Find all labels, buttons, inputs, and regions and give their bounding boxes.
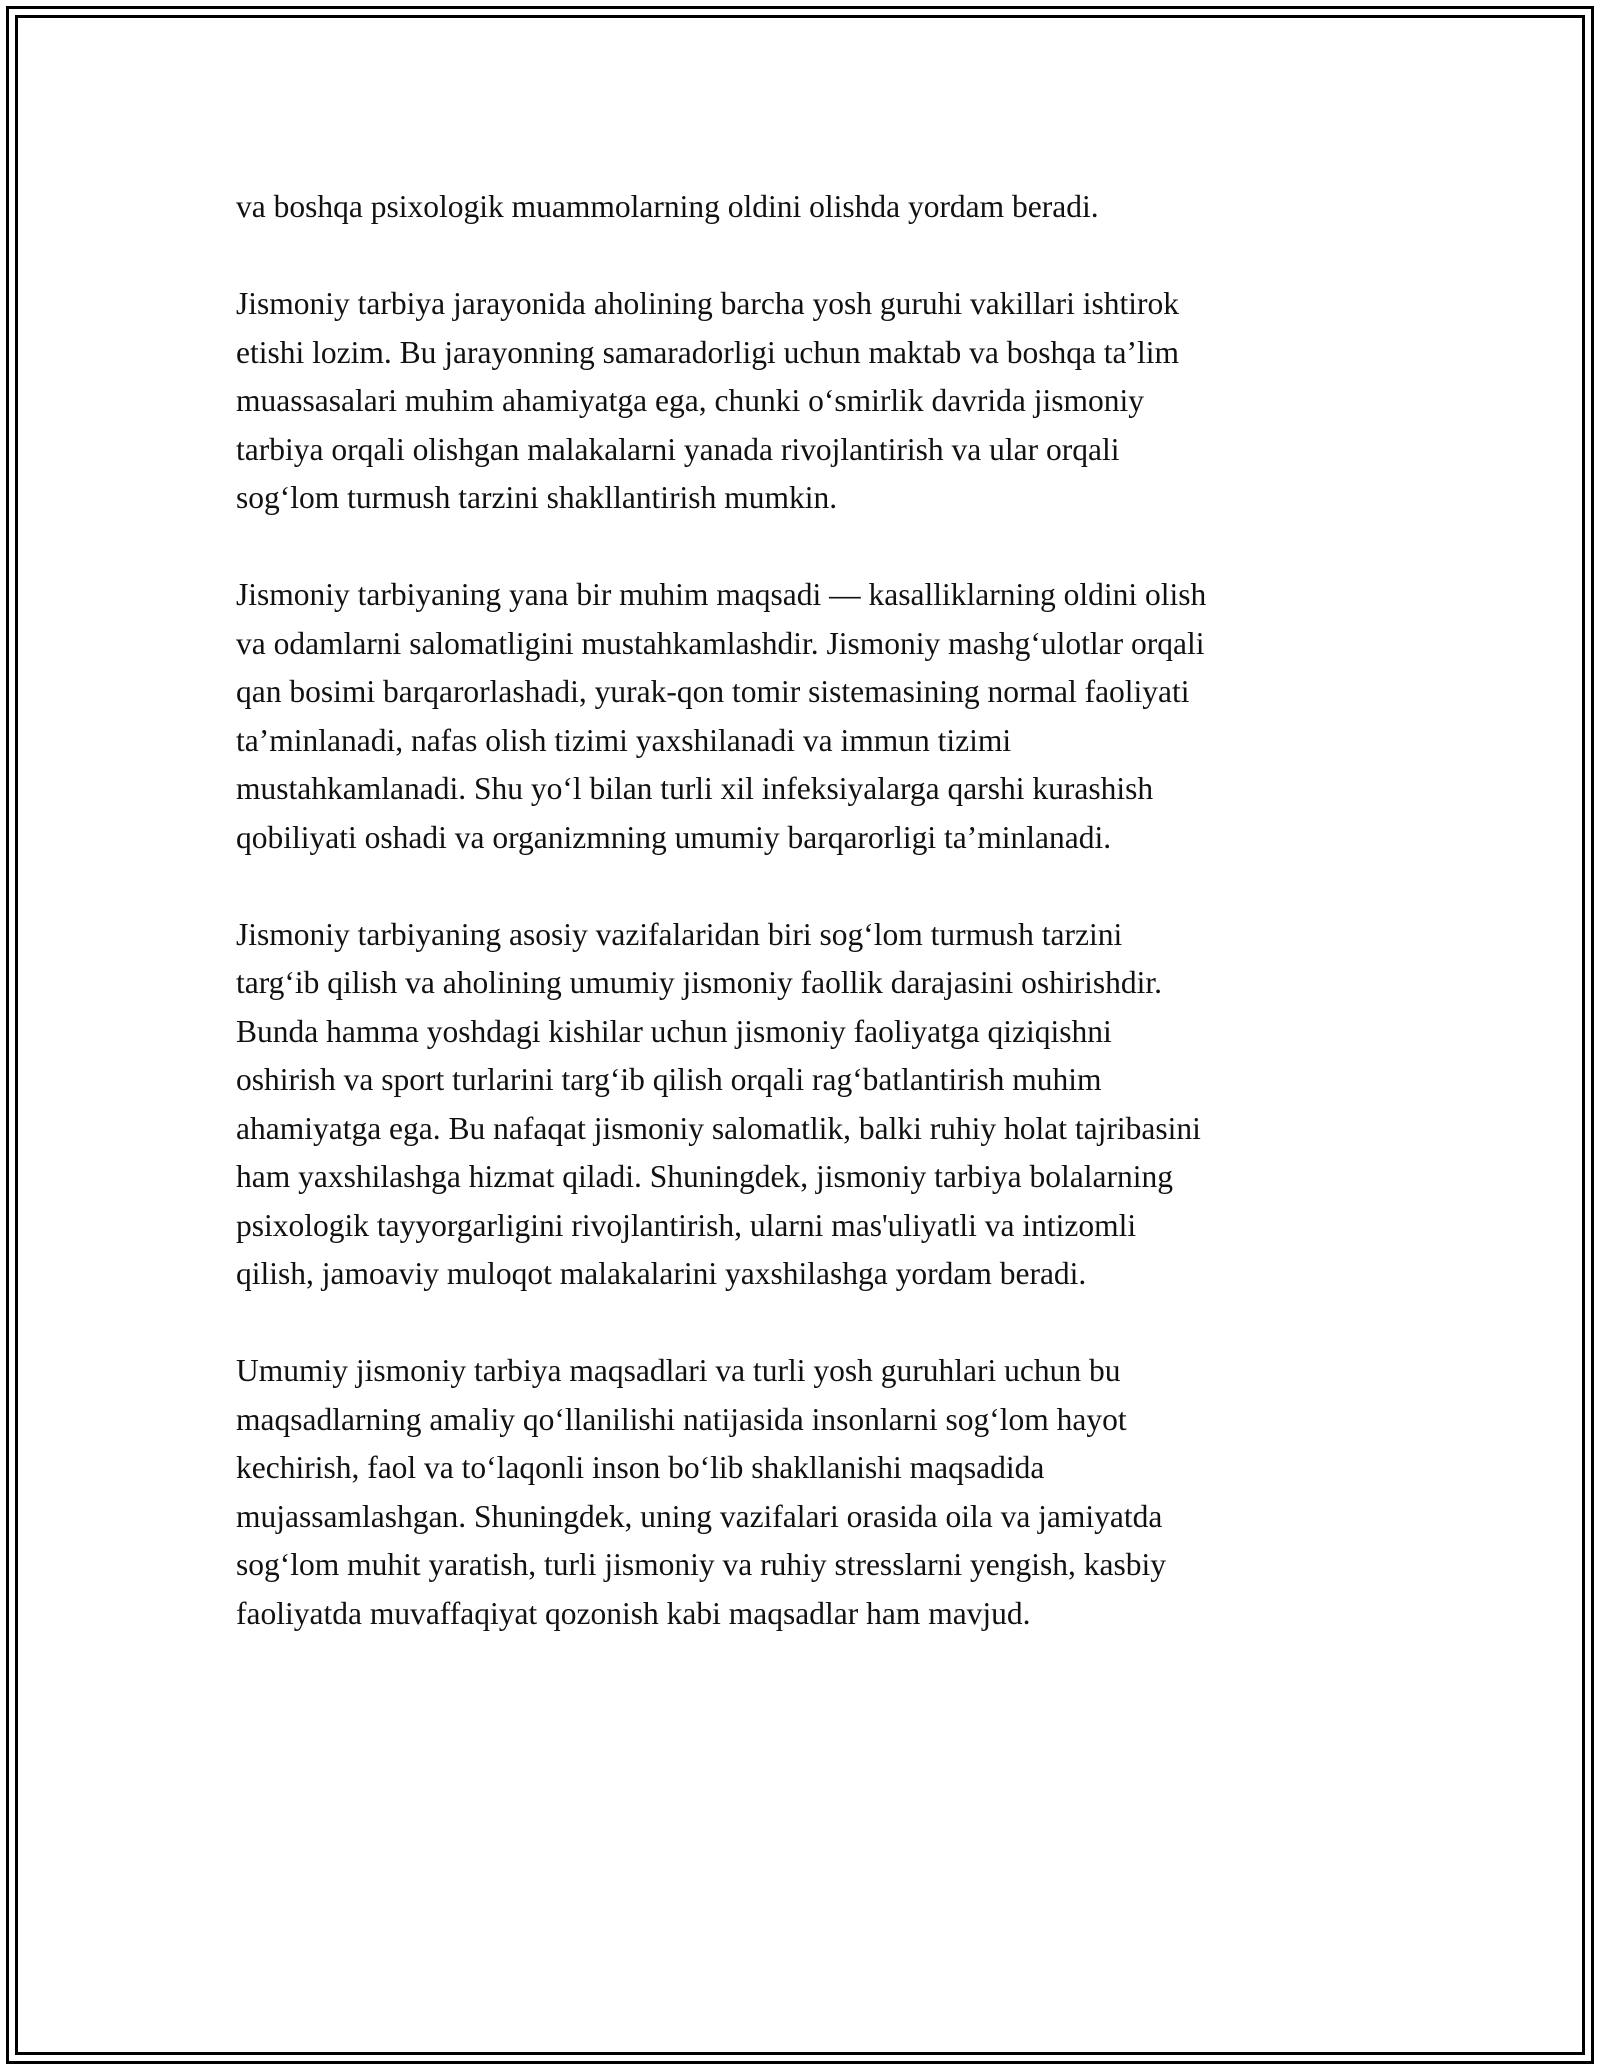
paragraph-4: Jismoniy tarbiyaning asosiy vazifalaridan biri sog‘lom turmush tarzini targ‘ib qilish va aholining umumiy jismoniy faollik darajasini oshirishdir. Bunda hamma yoshdagi kishilar uchun jismoniy faoliyatga qiziqishni oshirish va sport turlarini targ‘ib qilish orqali rag‘batlantirish muhim ahamiyatga ega. Bu nafaqat jismoniy salomatlik, balki ruhiy holat tajribasini ham yaxshilashga hizmat qiladi. Shuningdek, jismoniy tarbiya bolalarning psixologik tayyorgarligini rivojlantirish, ularni mas'uliyatli va intizomli qilish, jamoaviy muloqot malakalarini yaxshilashga yordam beradi. [236, 916, 1201, 1291]
paragraph-5: Umumiy jismoniy tarbiya maqsadlari va turli yosh guruhlari uchun bu maqsadlarning amaliy qo‘llanilishi natijasida insonlarni sog‘lom hayot kechirish, faol va to‘laqonli inson bo‘lib shakllanishi maqsadida mujassamlashgan. Shuningdek, uning vazifalari orasida oila va jamiyatda sog‘lom muhit yaratish, turli jismoniy va ruhiy stresslarni yengish, kasbiy faoliyatda muvaffaqiyat qozonish kabi maqsadlar ham mavjud. [236, 1353, 1167, 1631]
paragraph-2: Jismoniy tarbiya jarayonida aholining barcha yosh guruhi vakillari ishtirok etishi lozim. Bu jarayonning samaradorligi uchun maktab va boshqa ta’lim muassasalari muhim ahamiyatga ega, chunki o‘smirlik davrida jismoniy tarbiya orqali olishgan malakalarni yanada rivojlantirish va ular orqali sog‘lom turmush tarzini shakllantirish mumkin. [236, 286, 1180, 515]
paragraph-3: Jismoniy tarbiyaning yana bir muhim maqsadi — kasalliklarning oldini olish va odamlarni salomatligini mustahkamlashdir. Jismoniy mashg‘ulotlar orqali qan bosimi barqarorlashadi, yurak-qon tomir sistemasining normal faoliyati ta’minlanadi, nafas olish tizimi yaxshilanadi va immun tizimi mustahkamlanadi. Shu yo‘l bilan turli xil infeksiyalarga qarshi kurashish qobiliyati oshadi va organizmning umumiy barqarorligi ta’minlanadi. [236, 577, 1207, 855]
document-body [236, 183, 1376, 1687]
paragraph-1: va boshqa psixologik muammolarning oldini olishda yordam beradi. [236, 189, 1099, 224]
